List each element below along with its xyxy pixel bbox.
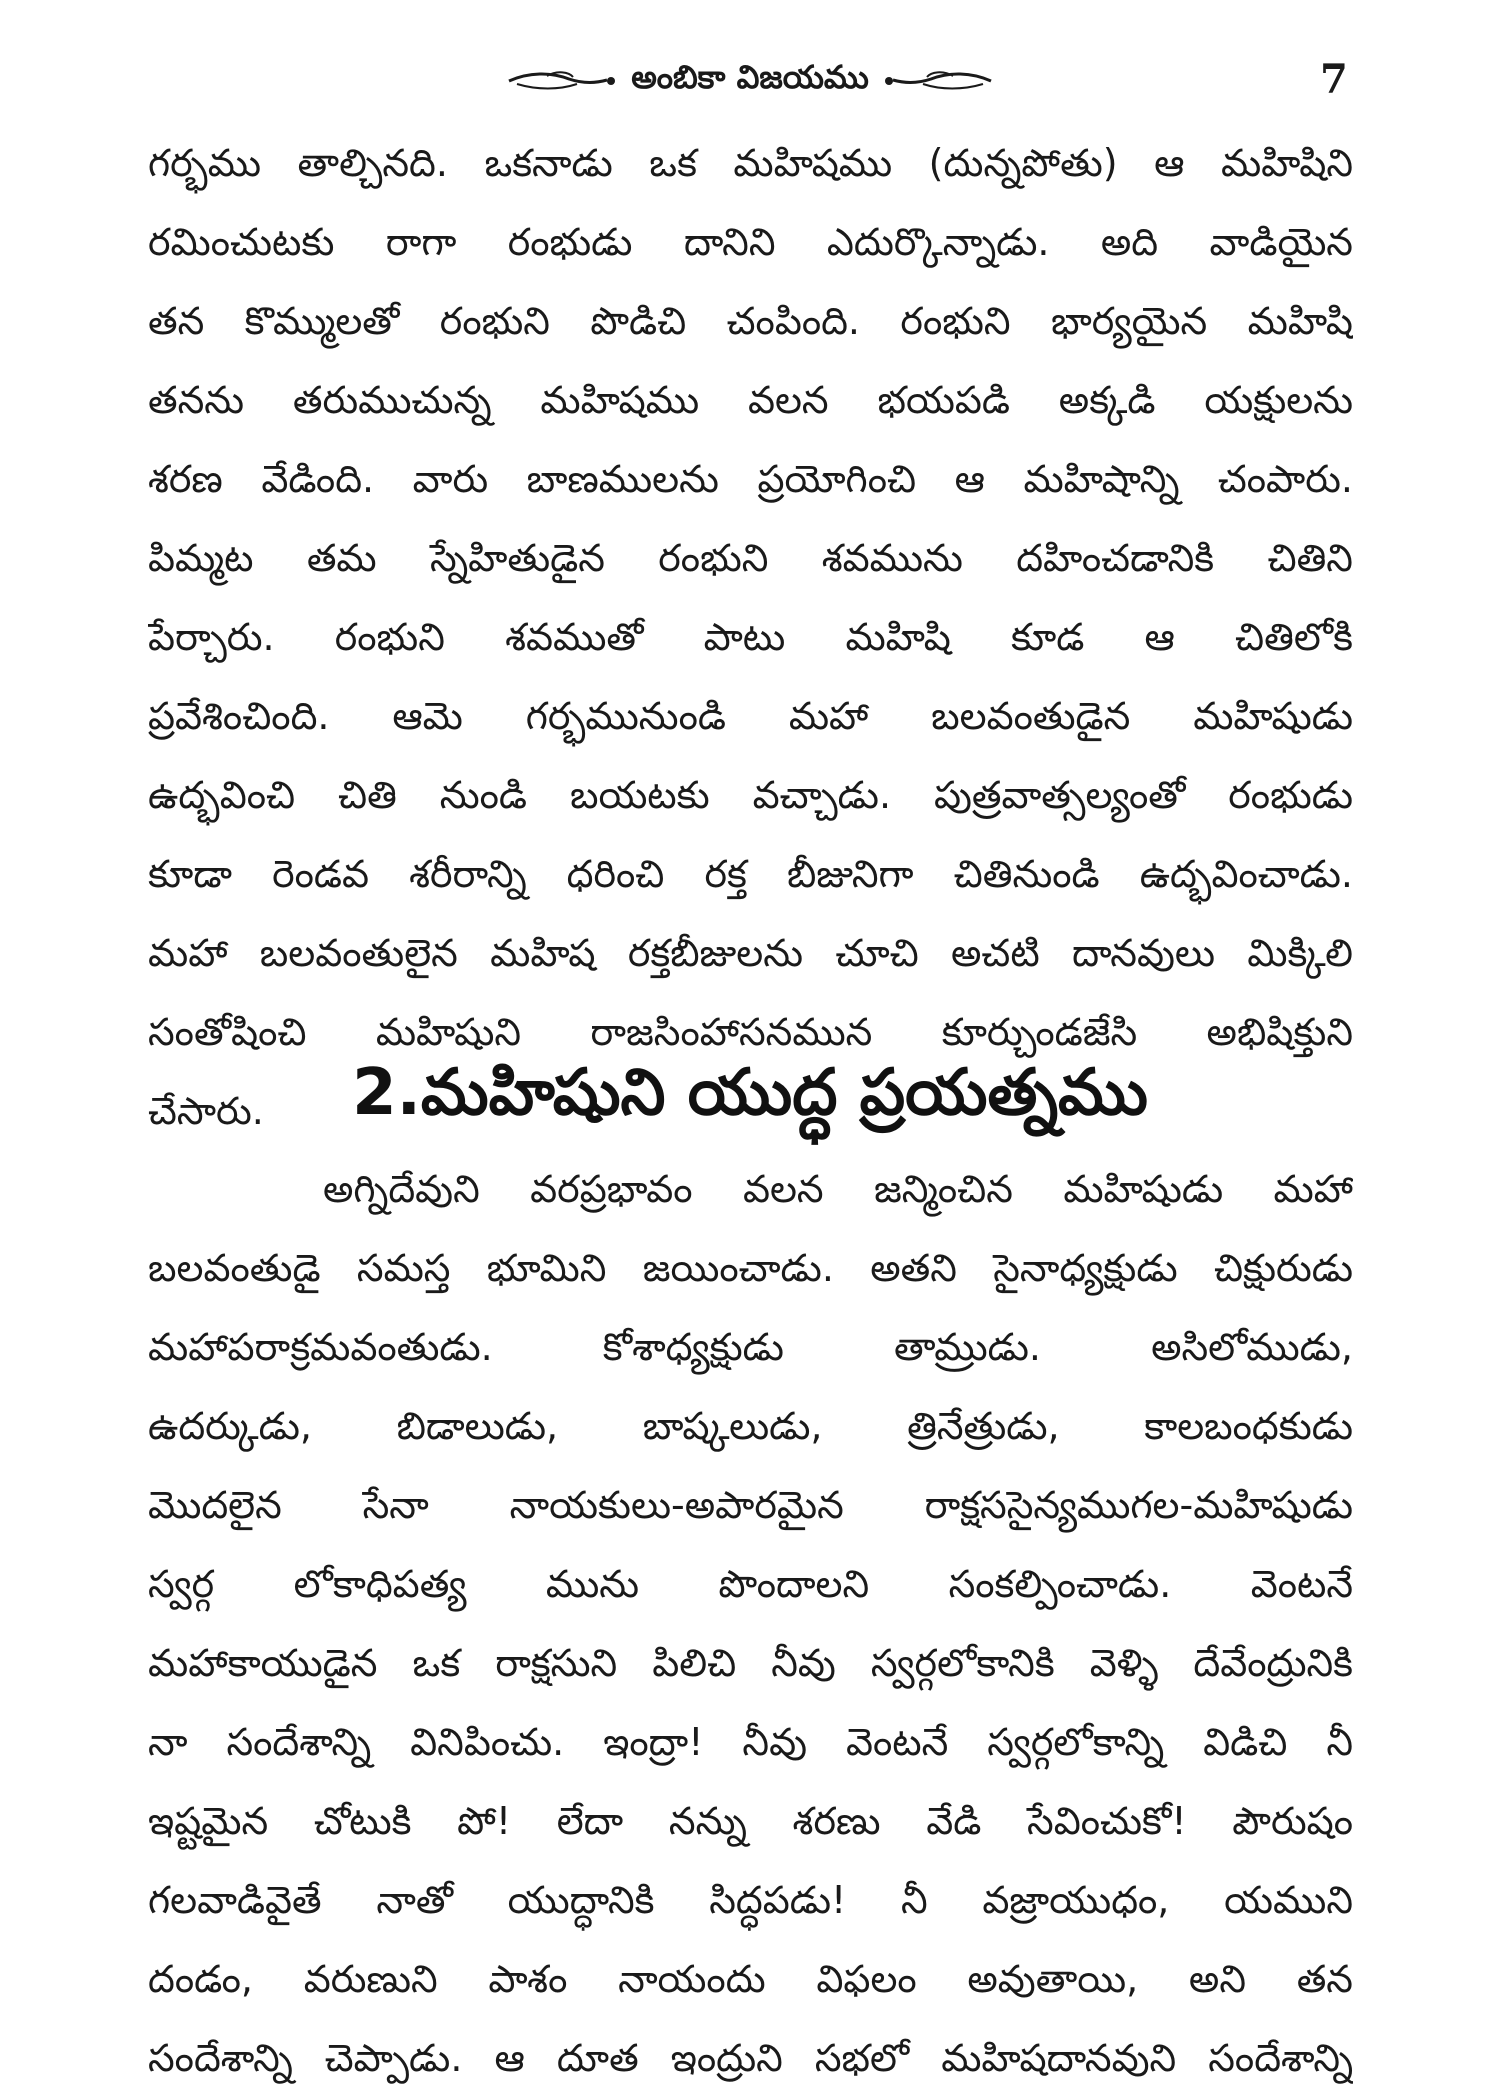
text-line: పేర్చారు. రంభుని శవముతో పాటు మహిషి కూడ ఆ చితిలోకి <box>148 615 1353 659</box>
page-number: 7 <box>1320 56 1348 103</box>
text-line: గర్భము తాల్చినది. ఒకనాడు ఒక మహిషము (దున్నపోతు) ఆ మహిషిని <box>148 141 1353 185</box>
text-line: తనను తరుముచున్న మహిషము వలన భయపడి అక్కడి యక్షులను <box>148 378 1353 422</box>
text-line: స్వర్గ లోకాధిపత్య మును పొందాలని సంకల్పించాడు. వెంటనే <box>148 1562 1353 1606</box>
text-line: తన కొమ్ములతో రంభుని పొడిచి చంపింది. రంభుని భార్యయైన మహిషి <box>148 299 1353 343</box>
paragraph-2 <box>148 1150 1353 2098</box>
running-title: అంబికా విజయము <box>631 58 869 96</box>
text-line: మహాకాయుడైన ఒక రాక్షసుని పిలిచి నీవు స్వర్గలోకానికి వెళ్ళి దేవేంద్రునికి <box>148 1641 1353 1685</box>
text-line: కూడా రెండవ శరీరాన్ని ధరించి రక్త బీజునిగా చితినుండి ఉద్భవించాడు. <box>148 852 1353 896</box>
left-flourish-icon <box>507 68 617 94</box>
text-line: ప్రవేశించింది. ఆమె గర్భమునుండి మహా బలవంతుడైన మహిషుడు <box>148 694 1353 738</box>
text-line: రమించుటకు రాగా రంభుడు దానిని ఎదుర్కొన్నాడు. అది వాడియైన <box>148 220 1353 264</box>
text-line: సంతోషించి మహిషుని రాజసింహాసనమున కూర్చుండజేసి అభిషిక్తుని <box>148 1010 1353 1054</box>
page-header <box>0 52 1500 112</box>
text-line: శరణ వేడింది. వారు బాణములను ప్రయోగించి ఆ మహిషాన్ని చంపారు. <box>148 457 1353 501</box>
paragraph-1 <box>148 124 1353 1151</box>
text-line: సందేశాన్ని చెప్పాడు. ఆ దూత ఇంద్రుని సభలో మహిషదానవుని సందేశాన్ని <box>148 2036 1353 2080</box>
text-line: బలవంతుడై సమస్త భూమిని జయించాడు. అతని సైనాధ్యక్షుడు చిక్షురుడు <box>148 1246 1353 1290</box>
text-line: గలవాడివైతే నాతో యుద్ధానికి సిద్ధపడు! నీ వజ్రాయుధం, యముని <box>148 1878 1353 1922</box>
text-line: దండం, వరుణుని పాశం నాయందు విఫలం అవుతాయి, అని తన <box>148 1957 1353 2001</box>
running-head <box>480 58 1020 104</box>
section-heading: 2.మహిషుని యుద్ధ ప్రయత్నము <box>352 1056 1148 1130</box>
text-line: ఉద్భవించి చితి నుండి బయటకు వచ్చాడు. పుత్రవాత్సల్యంతో రంభుడు <box>148 773 1353 817</box>
right-flourish-icon <box>883 68 993 94</box>
text-line: ఇష్టమైన చోటుకి పో! లేదా నన్ను శరణు వేడి సేవించుకో! పౌరుషం <box>148 1799 1353 1843</box>
text-line: ఉదర్కుడు, బిడాలుడు, బాష్కలుడు, త్రినేత్రుడు, కాలబంధకుడు <box>148 1404 1353 1448</box>
text-line: నా సందేశాన్ని వినిపించు. ఇంద్రా! నీవు వెంటనే స్వర్గలోకాన్ని విడిచి నీ <box>148 1720 1353 1764</box>
text-line: చేసారు. <box>148 1089 264 1133</box>
text-line: మహా బలవంతులైన మహిష రక్తబీజులను చూచి అచటి దానవులు మిక్కిలి <box>148 931 1353 975</box>
text-line: పిమ్మట తమ స్నేహితుడైన రంభుని శవమును దహించడానికి చితిని <box>148 536 1353 580</box>
text-line: మొదలైన సేనా నాయకులు-అపారమైన రాక్షససైన్యముగల-మహిషుడు <box>148 1483 1353 1527</box>
text-line: అగ్నిదేవుని వరప్రభావం వలన జన్మించిన మహిషుడు మహా <box>323 1167 1353 1211</box>
text-line: మహాపరాక్రమవంతుడు. కోశాధ్యక్షుడు తామ్రుడు. అసిలోముడు, <box>148 1325 1353 1369</box>
